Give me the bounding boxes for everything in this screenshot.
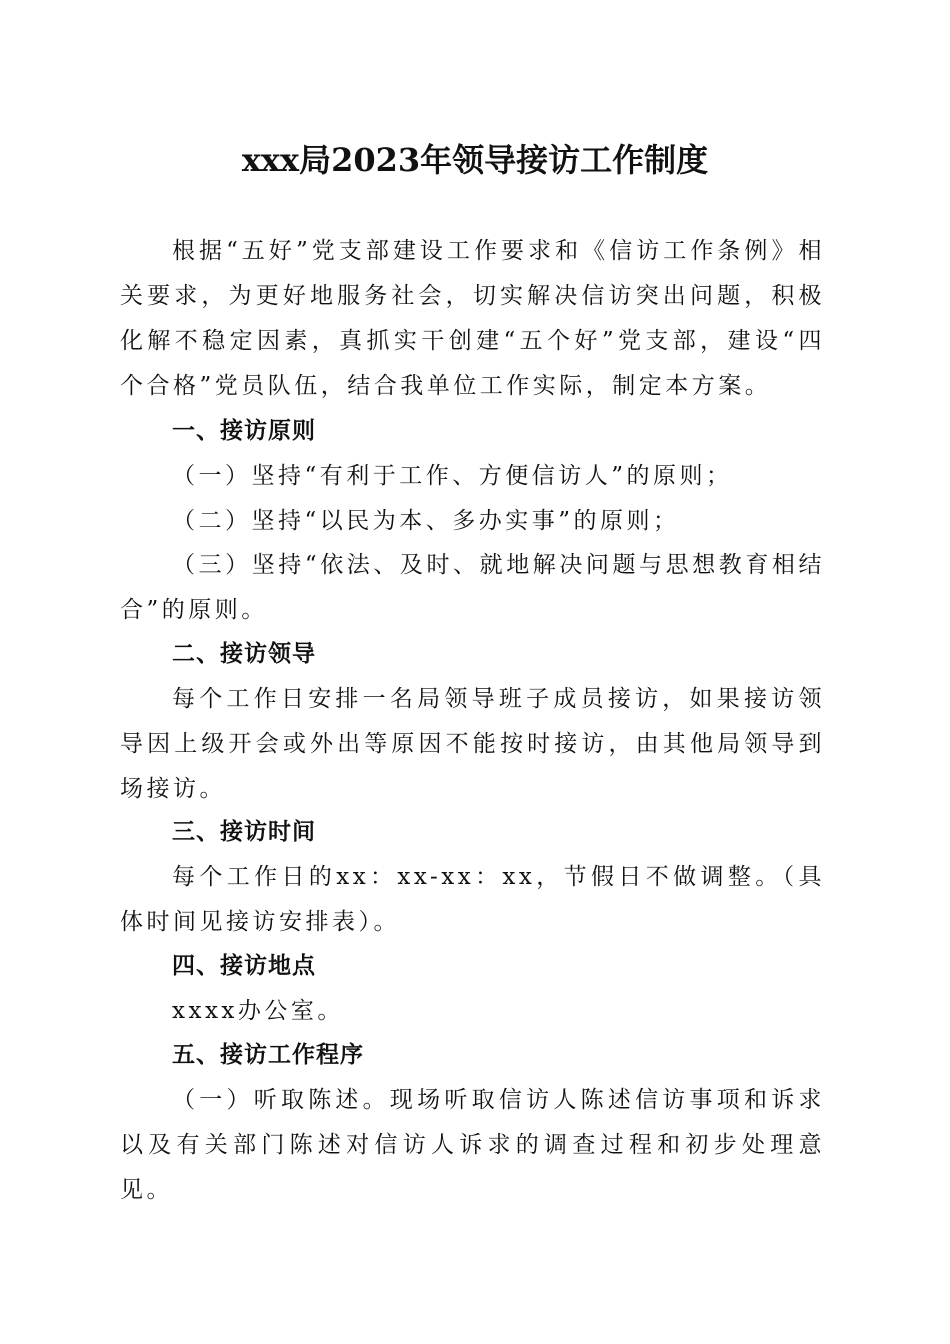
procedure-item-1: （一）听取陈述。现场听取信访人陈述信访事项和诉求以及有关部门陈述对信访人诉求的调查过程和初步处理意见。: [120, 1087, 825, 1203]
section-heading-time: 三、接访时间: [172, 819, 316, 845]
section-heading-leaders: 二、接访领导: [172, 641, 316, 667]
section-heading-principles: 一、接访原则: [172, 418, 316, 444]
principle-item-3: （三）坚持“依法、及时、就地解决问题与思想教育相结合”的原则。: [120, 552, 825, 623]
document-title: xxx局2023年领导接访工作制度: [241, 141, 709, 179]
leaders-paragraph: 每个工作日安排一名局领导班子成员接访，如果接访领导因上级开会或外出等原因不能按时接访，由其他局领导到场接访。: [120, 686, 825, 802]
section-heading-procedure: 五、接访工作程序: [172, 1042, 364, 1068]
intro-paragraph: 根据“五好”党支部建设工作要求和《信访工作条例》相关要求，为更好地服务社会，切实解决信访突出问题，积极化解不稳定因素，真抓实干创建“五个好”党支部，建设“四个合格”党员队伍，结合我单位工作实际，制定本方案。: [120, 238, 825, 399]
location-paragraph: xxxx办公室。: [172, 998, 344, 1024]
time-paragraph: 每个工作日的xx：xx-xx：xx，节假日不做调整。（具体时间见接访安排表）。: [120, 864, 825, 935]
section-heading-location: 四、接访地点: [172, 953, 316, 979]
principle-item-1: （一）坚持“有利于工作、方便信访人”的原则；: [172, 463, 733, 489]
principle-item-2: （二）坚持“以民为本、多办实事”的原则；: [172, 508, 680, 534]
